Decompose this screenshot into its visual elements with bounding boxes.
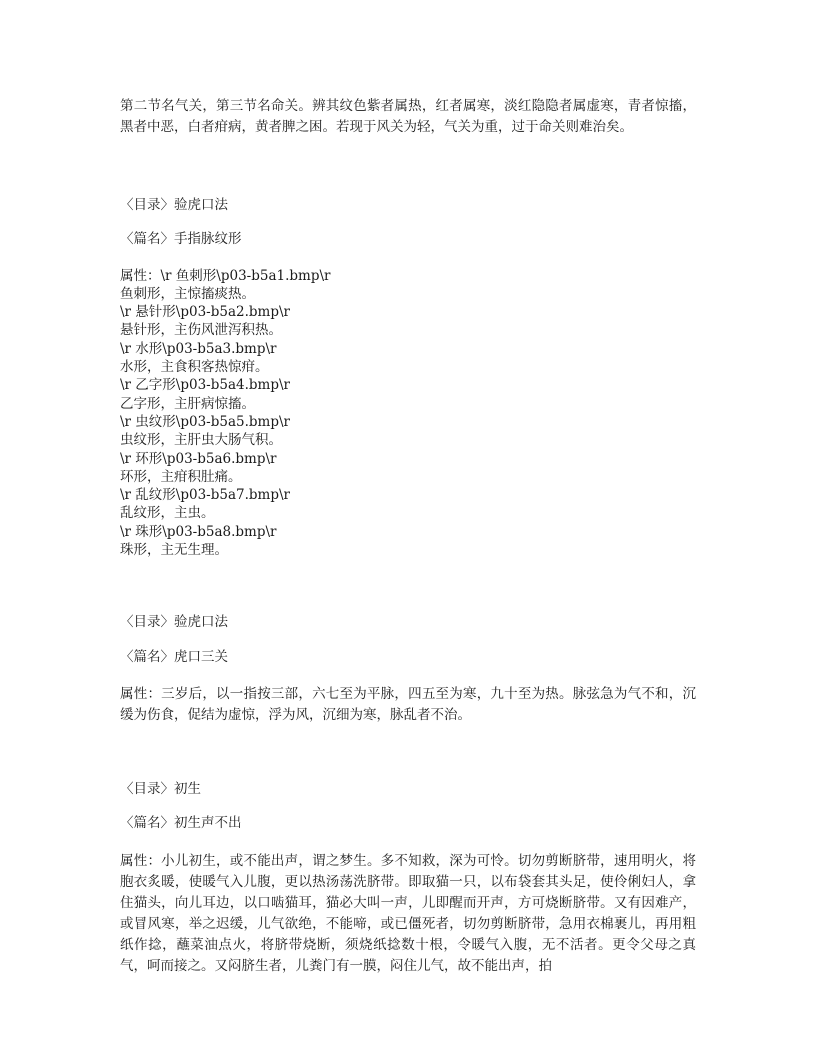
section-attribute-paragraph: 属性：小儿初生，或不能出声，谓之梦生。多不知救，深为可怜。切勿剪断脐带，速用明火，将胞衣炙暖，使暖气入儿腹，更以热汤荡洗脐带。即取猫一只，以布袋套其头足，使伶俐妇人，拿住猫头，向儿耳边，以口啮猫耳，猫必大叫一声，儿即醒而开声，方可烧断脐带。又有因难产，或冒风寒，举之迟缓，儿气欲绝，不能啼，或已僵死者，切勿剪断脐带，急用衣棉裹儿，再用粗纸作捻，蘸菜油点火，将脐带烧断，须烧纸捻数十根，令暖气入腹，无不活者。更令父母之真气，呵而接之。又闷脐生者，儿粪门有一膜，闷住儿气，故不能出声，拍 (120, 852, 696, 974)
list-item: 属性：\r 鱼刺形\p03-b5a1.bmp\r (120, 267, 331, 284)
list-item: 鱼刺形，主惊搐痰热。 (120, 285, 255, 302)
list-item: 环形，主疳积肚痛。 (120, 468, 242, 485)
list-item: 乱纹形，主虫。 (120, 505, 215, 522)
section-title-heading: 〈篇名〉手指脉纹形 (120, 231, 242, 248)
section-directory-heading: 〈目录〉初生 (120, 780, 201, 797)
list-item: \r 珠形\p03-b5a8.bmp\r (120, 523, 277, 540)
list-item: \r 悬针形\p03-b5a2.bmp\r (120, 304, 290, 321)
document-page (120, 96, 696, 977)
list-item: \r 虫纹形\p03-b5a5.bmp\r (120, 413, 290, 430)
list-item: 水形，主食积客热惊疳。 (120, 359, 269, 376)
list-item: 乙字形，主肝病惊搐。 (120, 395, 255, 412)
intro-paragraph: 第二节名气关，第三节名命关。辨其纹色紫者属热，红者属寒，淡红隐隐者属虚寒，青者惊搐，黑者中恶，白者疳病，黄者脾之困。若现于风关为轻，气关为重，过于命关则难治矣。 (120, 98, 696, 135)
section-attribute-list (120, 267, 696, 560)
list-item: 虫纹形，主肝虫大肠气积。 (120, 432, 282, 449)
section-title-heading: 〈篇名〉初生声不出 (120, 815, 242, 832)
section-directory-heading: 〈目录〉验虎口法 (120, 614, 228, 631)
list-item: \r 乙字形\p03-b5a4.bmp\r (120, 377, 290, 394)
section-attribute-paragraph: 属性：三岁后，以一指按三部，六七至为平脉，四五至为寒，九十至为热。脉弦急为气不和，沉缓为伤食，促结为虚惊，浮为风，沉细为寒，脉乱者不治。 (120, 685, 696, 723)
section-title-heading: 〈篇名〉虎口三关 (120, 648, 228, 665)
list-item: \r 水形\p03-b5a3.bmp\r (120, 340, 277, 357)
section-directory-heading: 〈目录〉验虎口法 (120, 197, 228, 213)
list-item: 悬针形，主伤风泄泻积热。 (120, 322, 282, 339)
list-item: \r 环形\p03-b5a6.bmp\r (120, 450, 277, 467)
list-item: \r 乱纹形\p03-b5a7.bmp\r (120, 487, 290, 504)
list-item: 珠形，主无生理。 (120, 542, 228, 559)
